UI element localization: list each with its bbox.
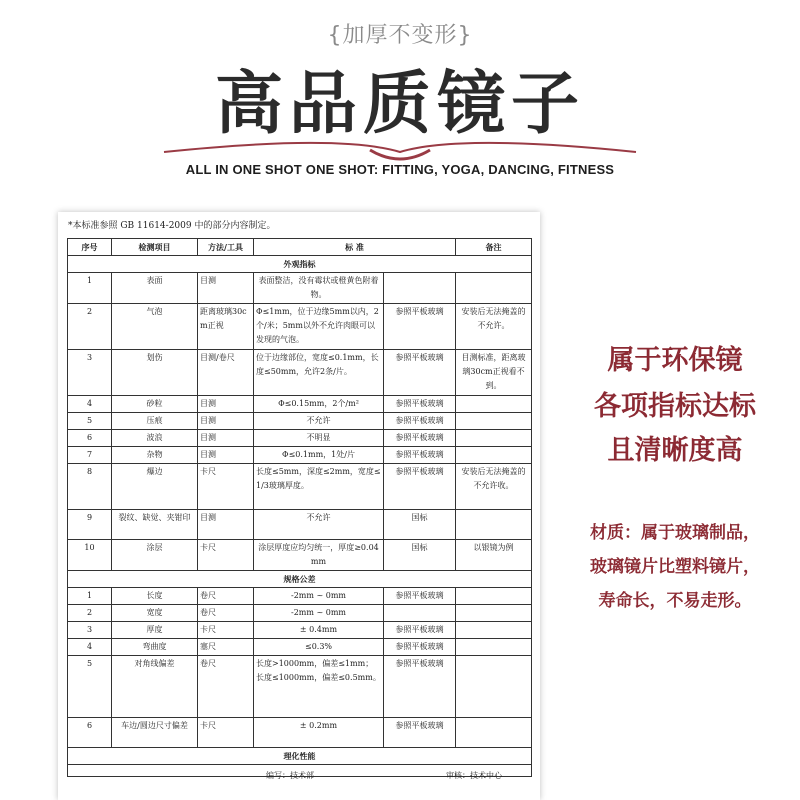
cell-remark	[456, 588, 532, 605]
cell-item: 宽度	[112, 605, 198, 622]
cell-remark	[456, 622, 532, 639]
table-row	[68, 718, 532, 748]
cell-no: 7	[68, 447, 112, 464]
cell-no: 10	[68, 540, 112, 571]
table-row	[68, 464, 532, 510]
cell-no: 5	[68, 656, 112, 718]
cell-no: 2	[68, 605, 112, 622]
table-row	[68, 304, 532, 350]
table-row	[68, 622, 532, 639]
table-row	[68, 413, 532, 430]
side-headline-2: 各项指标达标	[594, 391, 756, 422]
cell-standard: 长度≤5mm，深度≤2mm，宽度≤1/3玻璃厚度。	[254, 464, 384, 510]
cell-remark: 安装后无法掩盖的不允许收。	[456, 464, 532, 510]
table-row	[68, 605, 532, 622]
cell-standard: Φ≤0.1mm，1处/片	[254, 447, 384, 464]
cell-ref: 参照平板玻璃	[384, 413, 456, 430]
cell-ref: 国标	[384, 540, 456, 571]
side-desc-3: 寿命长，不易走形。	[598, 591, 752, 611]
cell-remark	[456, 639, 532, 656]
cell-standard: -2mm ~ 0mm	[254, 588, 384, 605]
cell-remark	[456, 656, 532, 718]
cell-no: 1	[68, 588, 112, 605]
cell-item: 车边/圆边尺寸偏差	[112, 718, 198, 748]
cell-method: 卷尺	[198, 588, 254, 605]
cell-standard: -2mm ~ 0mm	[254, 605, 384, 622]
section-row	[68, 571, 532, 588]
cell-item: 裂纹、缺觉、夹钳印	[112, 510, 198, 540]
cell-no: 4	[68, 639, 112, 656]
cell-ref	[384, 273, 456, 304]
cell-ref: 参照平板玻璃	[384, 447, 456, 464]
cell-method: 卡尺	[198, 464, 254, 510]
cell-ref: 参照平板玻璃	[384, 639, 456, 656]
cell-no: 6	[68, 718, 112, 748]
cell-remark	[456, 605, 532, 622]
table-row	[68, 588, 532, 605]
spec-document	[58, 212, 540, 800]
cell-item: 杂物	[112, 447, 198, 464]
cell-item: 波浪	[112, 430, 198, 447]
cell-ref: 参照平板玻璃	[384, 718, 456, 748]
cell-no: 8	[68, 464, 112, 510]
section-title: 规格公差	[68, 571, 532, 588]
table-row	[68, 639, 532, 656]
cell-standard: ≤0.3%	[254, 639, 384, 656]
table-row	[68, 540, 532, 571]
cell-no: 4	[68, 396, 112, 413]
cell-method: 目测	[198, 510, 254, 540]
cell-standard: ± 0.2mm	[254, 718, 384, 748]
table-row	[68, 396, 532, 413]
section-row	[68, 748, 532, 765]
cell-item: 砂粒	[112, 396, 198, 413]
cell-remark: 目测标准，距离玻璃30cm正视看不到。	[456, 350, 532, 396]
cell-remark	[456, 396, 532, 413]
cell-standard: 不明显	[254, 430, 384, 447]
cell-remark	[456, 413, 532, 430]
cell-remark	[456, 718, 532, 748]
footer-author: 编写：技术部	[266, 771, 314, 780]
table-row	[68, 350, 532, 396]
document-note: *本标准参照 GB 11614-2009 中的部分内容制定。	[68, 221, 276, 231]
cell-method: 目测	[198, 413, 254, 430]
cell-item: 长度	[112, 588, 198, 605]
cell-standard: 长度>1000mm，偏差≤1mm；长度≤1000mm，偏差≤0.5mm。	[254, 656, 384, 718]
cell-ref: 参照平板玻璃	[384, 350, 456, 396]
cell-ref: 参照平板玻璃	[384, 396, 456, 413]
cell-ref: 参照平板玻璃	[384, 464, 456, 510]
cell-no: 3	[68, 622, 112, 639]
cell-ref: 参照平板玻璃	[384, 622, 456, 639]
side-desc-2: 玻璃镜片比塑料镜片，	[590, 557, 760, 577]
cell-method: 目测	[198, 273, 254, 304]
table-row	[68, 273, 532, 304]
side-headline-3: 且清晰度高	[607, 435, 743, 466]
column-header: 序号	[68, 239, 112, 256]
side-headline-1: 属于环保镜	[607, 345, 743, 376]
table-row	[68, 430, 532, 447]
cell-no: 6	[68, 430, 112, 447]
cell-no: 1	[68, 273, 112, 304]
cell-remark: 安装后无法掩盖的不允许。	[456, 304, 532, 350]
cell-standard: ± 0.4mm	[254, 622, 384, 639]
cell-item: 表面	[112, 273, 198, 304]
header-subtitle: {加厚不变形}	[327, 23, 473, 48]
cell-method: 卷尺	[198, 605, 254, 622]
page-title: 高品质镜子	[214, 65, 585, 144]
cell-remark	[456, 273, 532, 304]
section-title: 外观指标	[68, 256, 532, 273]
cell-standard: 位于边缘部位，宽度≤0.1mm，长度≤50mm，允许2条/片。	[254, 350, 384, 396]
table-row	[68, 510, 532, 540]
section-title: 理化性能	[68, 748, 532, 765]
cell-remark	[456, 430, 532, 447]
cell-no: 5	[68, 413, 112, 430]
cell-ref: 国标	[384, 510, 456, 540]
cell-remark	[456, 510, 532, 540]
cell-ref: 参照平板玻璃	[384, 656, 456, 718]
column-header: 备注	[456, 239, 532, 256]
cell-standard: 不允许	[254, 413, 384, 430]
cell-standard: 表面整洁，没有霉状或橙黄色附着物。	[254, 273, 384, 304]
cell-item: 划伤	[112, 350, 198, 396]
cell-standard: Φ≤1mm，位于边缘5mm以内，2个/米；5mm以外不允许肉眼可以发现的气泡。	[254, 304, 384, 350]
cell-standard: 不允许	[254, 510, 384, 540]
cell-method: 卡尺	[198, 540, 254, 571]
table-row	[68, 656, 532, 718]
cell-method: 目测	[198, 447, 254, 464]
cell-remark	[456, 447, 532, 464]
cell-no: 3	[68, 350, 112, 396]
side-desc-1: 材质：属于玻璃制品，	[590, 523, 760, 543]
cell-item: 压痕	[112, 413, 198, 430]
section-row	[68, 256, 532, 273]
cell-no: 9	[68, 510, 112, 540]
cell-method: 距离玻璃30cm正视	[198, 304, 254, 350]
cell-method: 目测	[198, 396, 254, 413]
cell-ref: 参照平板玻璃	[384, 430, 456, 447]
cell-item: 厚度	[112, 622, 198, 639]
column-header: 标 准	[254, 239, 456, 256]
cell-remark: 以银镜为例	[456, 540, 532, 571]
cell-method: 卡尺	[198, 622, 254, 639]
cell-item: 弯曲度	[112, 639, 198, 656]
cell-ref	[384, 605, 456, 622]
cell-method: 目测	[198, 430, 254, 447]
cell-ref: 参照平板玻璃	[384, 588, 456, 605]
cell-method: 卷尺	[198, 656, 254, 718]
column-header: 检测项目	[112, 239, 198, 256]
tagline: ALL IN ONE SHOT ONE SHOT: FITTING, YOGA, DANCING, FITNESS	[185, 162, 615, 177]
cell-item: 爆边	[112, 464, 198, 510]
cell-item: 涂层	[112, 540, 198, 571]
table-row	[68, 447, 532, 464]
column-header: 方法/工具	[198, 239, 254, 256]
cell-standard: 涂层厚度应均匀统一，厚度≥0.04mm	[254, 540, 384, 571]
cell-method: 目测/卷尺	[198, 350, 254, 396]
cell-item: 对角线偏差	[112, 656, 198, 718]
table-header-row	[68, 239, 532, 256]
cell-method: 塞尺	[198, 639, 254, 656]
spec-table	[67, 238, 532, 777]
cell-ref: 参照平板玻璃	[384, 304, 456, 350]
cell-standard: Φ≤0.15mm，2个/m²	[254, 396, 384, 413]
cell-no: 2	[68, 304, 112, 350]
cell-method: 卡尺	[198, 718, 254, 748]
cell-item: 气泡	[112, 304, 198, 350]
footer-reviewer: 审核：技术中心	[446, 771, 502, 780]
